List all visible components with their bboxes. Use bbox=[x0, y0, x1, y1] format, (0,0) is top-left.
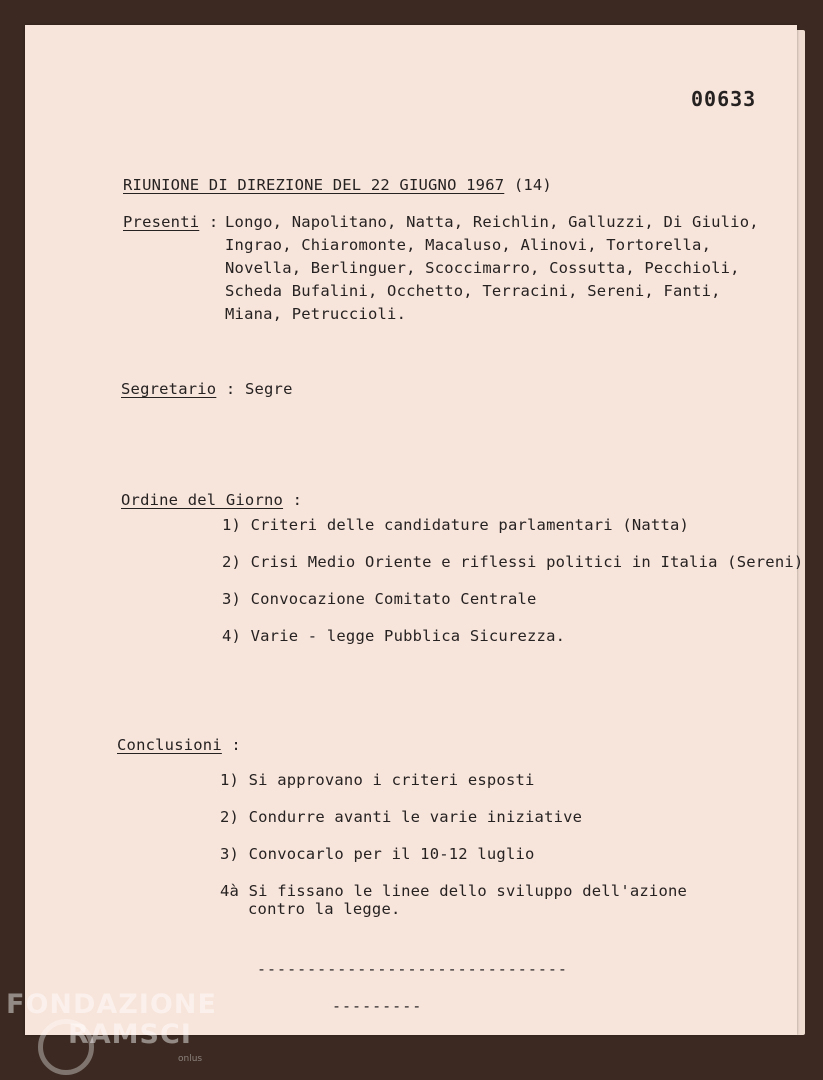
closing-rule-long: ------------------------------- bbox=[257, 960, 568, 978]
ordine-item-4: 4) Varie - legge Pubblica Sicurezza. bbox=[222, 627, 566, 645]
ordine-sep: : bbox=[292, 491, 303, 509]
conclusioni-item-3: 3) Convocarlo per il 10-12 luglio bbox=[220, 845, 535, 863]
ordine-label: Ordine del Giorno bbox=[121, 491, 284, 509]
presenti-line-2: Ingrao, Chiaromonte, Macaluso, Alinovi, Tortorella, bbox=[225, 236, 712, 254]
watermark-logo bbox=[6, 990, 217, 1050]
conclusioni-label: Conclusioni bbox=[117, 736, 222, 754]
segretario-row bbox=[121, 379, 293, 399]
conclusioni-item-1: 1) Si approvano i criteri esposti bbox=[220, 771, 535, 789]
document-title: RIUNIONE DI DIREZIONE DEL 22 GIUGNO 1967 bbox=[123, 176, 505, 194]
conclusioni-item-2: 2) Condurre avanti le varie iniziative bbox=[220, 808, 583, 826]
presenti-line-3: Novella, Berlinguer, Scoccimarro, Cossutta, Pecchioli, bbox=[225, 259, 740, 277]
watermark-line-1: FONDAZIONE bbox=[6, 989, 217, 1020]
document-page bbox=[25, 25, 804, 1035]
segretario-label: Segretario bbox=[121, 380, 217, 398]
conclusioni-item-4-continuation: contro la legge. bbox=[248, 900, 401, 918]
presenti-line-5: Miana, Petruccioli. bbox=[225, 305, 407, 323]
ordine-item-3: 3) Convocazione Comitato Centrale bbox=[222, 590, 537, 608]
conclusioni-sep: : bbox=[231, 736, 241, 754]
conclusioni-heading bbox=[117, 735, 241, 755]
presenti-heading bbox=[123, 212, 218, 232]
segretario-value: : Segre bbox=[225, 380, 293, 398]
closing-rule-short: --------- bbox=[332, 997, 423, 1015]
watermark-line-2: RAMSCI bbox=[68, 1019, 192, 1050]
document-title-row bbox=[123, 175, 552, 195]
presenti-line-4: Scheda Bufalini, Occhetto, Terracini, Sereni, Fanti, bbox=[225, 282, 721, 300]
ordine-item-1: 1) Criteri delle candidature parlamentari (Natta) bbox=[222, 516, 690, 534]
conclusioni-item-4: 4à Si fissano le linee dello sviluppo dell'azione bbox=[220, 882, 688, 900]
document-title-suffix: (14) bbox=[513, 176, 552, 194]
watermark-suffix: onlus bbox=[178, 1054, 203, 1064]
presenti-sep: : bbox=[208, 213, 219, 231]
presenti-label: Presenti bbox=[123, 213, 200, 231]
ordine-item-2: 2) Crisi Medio Oriente e riflessi politici in Italia (Sereni) bbox=[222, 553, 804, 571]
document-number: 00633 bbox=[691, 87, 757, 111]
presenti-line-1: Longo, Napolitano, Natta, Reichlin, Galluzzi, Di Giulio, bbox=[225, 213, 759, 231]
ordine-heading bbox=[121, 490, 302, 510]
